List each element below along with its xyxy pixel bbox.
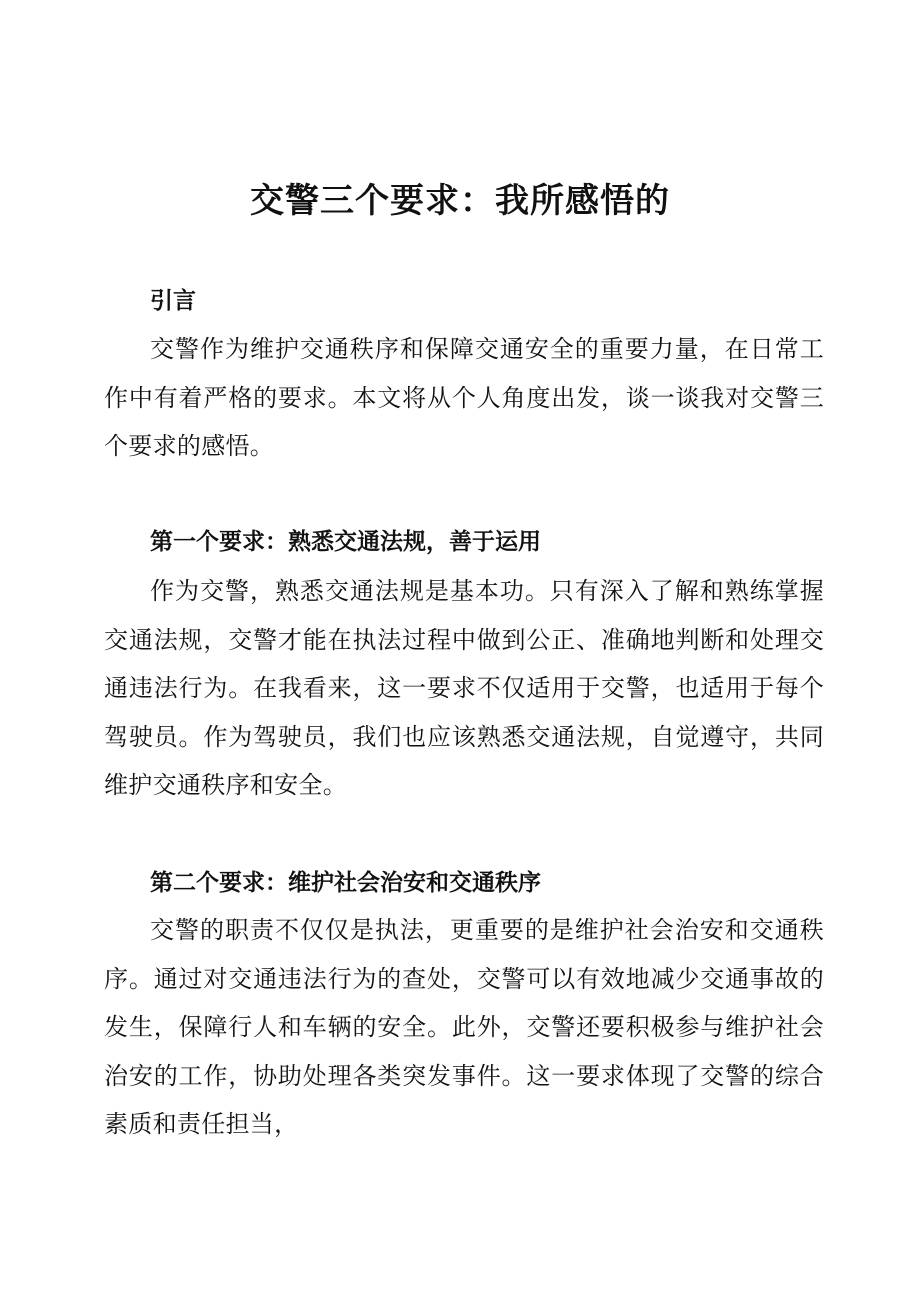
section-heading-requirement-2: 第二个要求：维护社会治安和交通秩序	[150, 870, 541, 896]
section-body-intro: 交警作为维护交通秩序和保障交通安全的重要力量，在日常工作中有着严格的要求。本文将从个人角度出发，谈一谈我对交警三个要求的感悟。	[104, 335, 824, 460]
section-heading-requirement-1: 第一个要求：熟悉交通法规，善于运用	[150, 529, 541, 555]
section-heading-intro: 引言	[150, 288, 196, 314]
section-body-requirement-1: 作为交警，熟悉交通法规是基本功。只有深入了解和熟练掌握交通法规，交警才能在执法过程中做到公正、准确地判断和处理交通违法行为。在我看来，这一要求不仅适用于交警，也适用于每个驾驶员。作为驾驶员，我们也应该熟悉交通法规，自觉遵守，共同维护交通秩序和安全。	[104, 577, 824, 799]
document-title: 交警三个要求：我所感悟的	[250, 181, 670, 221]
section-body-requirement-2: 交警的职责不仅仅是执法，更重要的是维护社会治安和交通秩序。通过对交通违法行为的查处，交警可以有效地减少交通事故的发生，保障行人和车辆的安全。此外，交警还要积极参与维护社会治安的工作，协助处理各类突发事件。这一要求体现了交警的综合素质和责任担当，	[104, 916, 824, 1138]
